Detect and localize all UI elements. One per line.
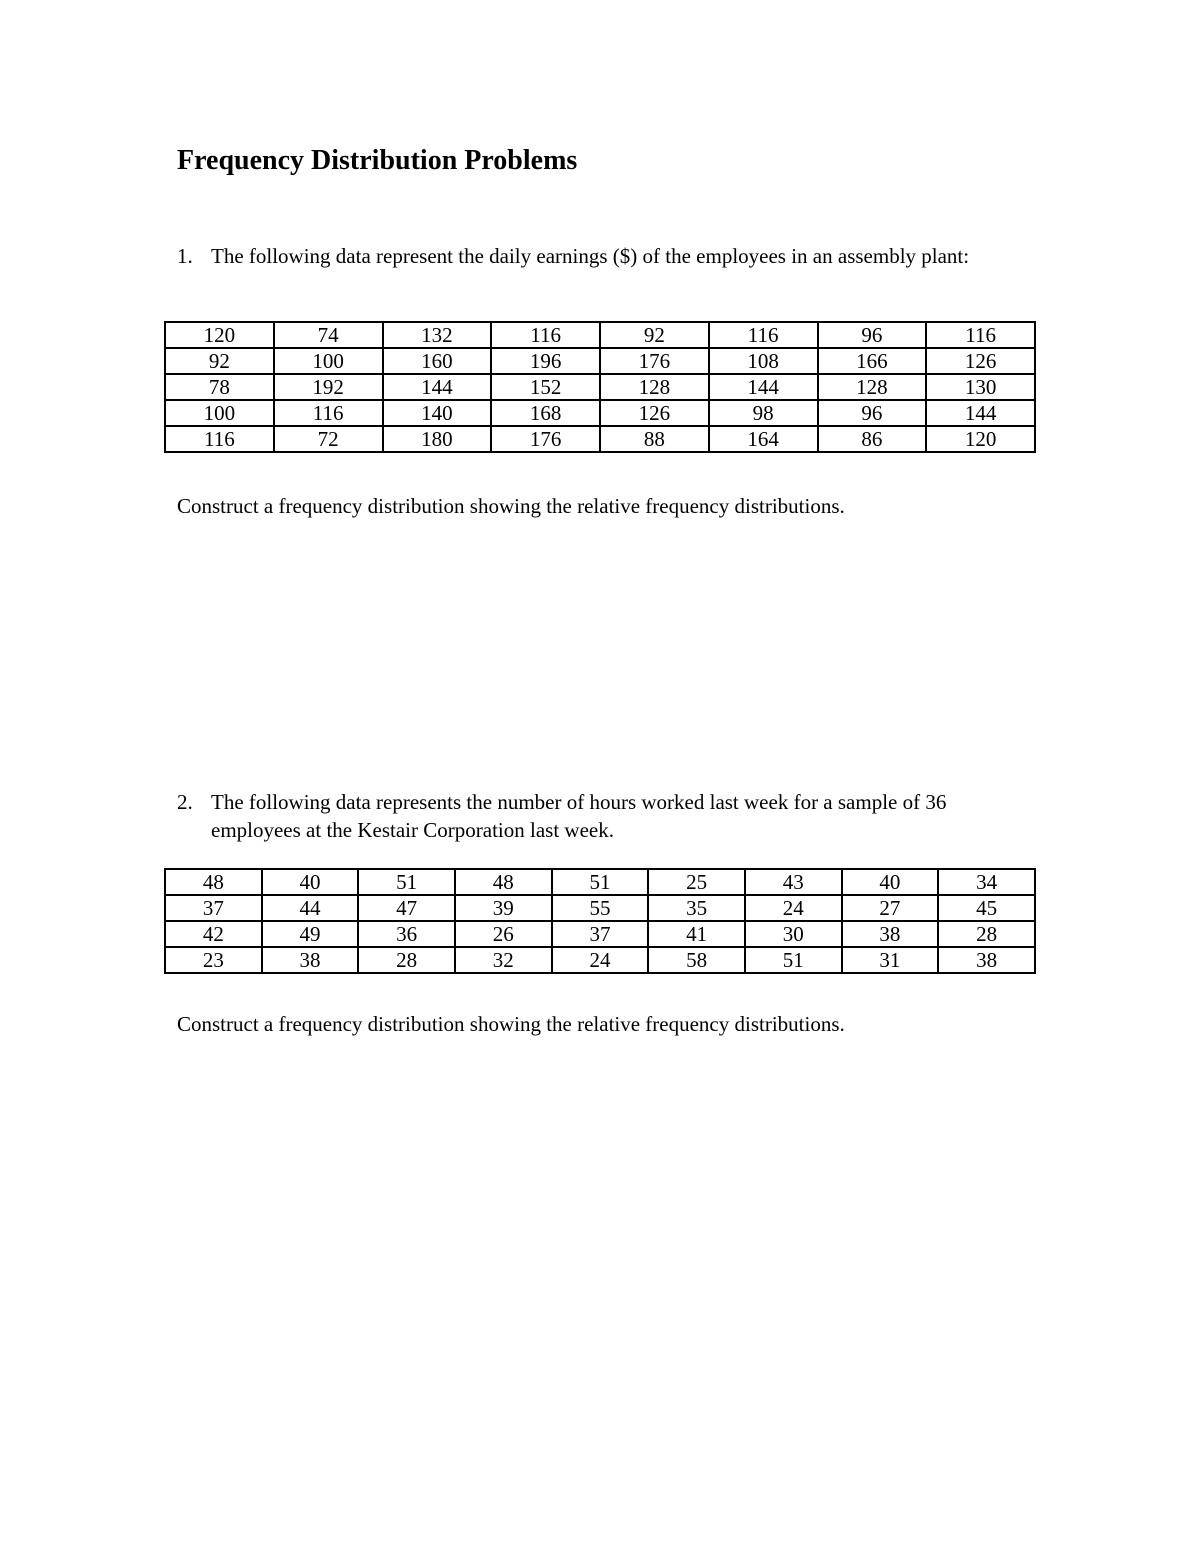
problem-2-instruction: Construct a frequency distribution showing the relative frequency distributions. xyxy=(177,1012,845,1036)
problem-2 xyxy=(177,788,1037,844)
table-cell: 192 xyxy=(274,374,383,400)
table-cell: 176 xyxy=(491,426,600,452)
table-row xyxy=(165,400,1035,426)
table-cell: 48 xyxy=(165,869,262,895)
table-cell: 152 xyxy=(491,374,600,400)
table-cell: 35 xyxy=(648,895,745,921)
table-cell: 28 xyxy=(358,947,455,973)
table-cell: 196 xyxy=(491,348,600,374)
table-cell: 40 xyxy=(842,869,939,895)
table-cell: 100 xyxy=(274,348,383,374)
table-cell: 37 xyxy=(552,921,649,947)
table-cell: 51 xyxy=(552,869,649,895)
table-cell: 39 xyxy=(455,895,552,921)
table-cell: 72 xyxy=(274,426,383,452)
table-cell: 116 xyxy=(709,322,818,348)
page-title: Frequency Distribution Problems xyxy=(177,145,578,176)
table-cell: 37 xyxy=(165,895,262,921)
table-cell: 98 xyxy=(709,400,818,426)
table-cell: 51 xyxy=(745,947,842,973)
table-cell: 42 xyxy=(165,921,262,947)
hours-data-table-body xyxy=(165,869,1035,973)
table-cell: 38 xyxy=(938,947,1035,973)
table-cell: 92 xyxy=(165,348,274,374)
table-cell: 41 xyxy=(648,921,745,947)
table-cell: 28 xyxy=(938,921,1035,947)
table-cell: 44 xyxy=(262,895,359,921)
table-cell: 128 xyxy=(600,374,709,400)
table-cell: 36 xyxy=(358,921,455,947)
table-cell: 38 xyxy=(842,921,939,947)
problem-2-text: The following data represents the number of hours worked last week for a sample of 36 employees at the Kestair Corporation last week. xyxy=(211,790,947,842)
table-cell: 38 xyxy=(262,947,359,973)
table-cell: 47 xyxy=(358,895,455,921)
table-cell: 24 xyxy=(745,895,842,921)
table-cell: 74 xyxy=(274,322,383,348)
table-cell: 55 xyxy=(552,895,649,921)
table-cell: 108 xyxy=(709,348,818,374)
table-cell: 40 xyxy=(262,869,359,895)
table-cell: 49 xyxy=(262,921,359,947)
table-cell: 78 xyxy=(165,374,274,400)
table-row xyxy=(165,426,1035,452)
table-cell: 34 xyxy=(938,869,1035,895)
table-cell: 58 xyxy=(648,947,745,973)
table-cell: 126 xyxy=(600,400,709,426)
earnings-data-table-body xyxy=(165,322,1035,452)
table-cell: 30 xyxy=(745,921,842,947)
table-row xyxy=(165,374,1035,400)
earnings-data-table xyxy=(164,321,1036,453)
table-cell: 88 xyxy=(600,426,709,452)
problem-1-number: 1. xyxy=(177,244,193,268)
table-cell: 160 xyxy=(383,348,492,374)
table-row xyxy=(165,921,1035,947)
table-cell: 96 xyxy=(818,400,927,426)
table-cell: 116 xyxy=(274,400,383,426)
table-cell: 100 xyxy=(165,400,274,426)
table-row xyxy=(165,869,1035,895)
table-row xyxy=(165,348,1035,374)
table-cell: 144 xyxy=(709,374,818,400)
table-cell: 116 xyxy=(491,322,600,348)
table-cell: 43 xyxy=(745,869,842,895)
table-cell: 96 xyxy=(818,322,927,348)
table-cell: 45 xyxy=(938,895,1035,921)
table-cell: 31 xyxy=(842,947,939,973)
table-cell: 120 xyxy=(926,426,1035,452)
table-cell: 51 xyxy=(358,869,455,895)
table-cell: 132 xyxy=(383,322,492,348)
table-row xyxy=(165,322,1035,348)
table-cell: 116 xyxy=(926,322,1035,348)
table-cell: 144 xyxy=(383,374,492,400)
table-cell: 48 xyxy=(455,869,552,895)
table-cell: 144 xyxy=(926,400,1035,426)
table-cell: 120 xyxy=(165,322,274,348)
problem-1 xyxy=(177,242,1037,270)
table-row xyxy=(165,947,1035,973)
table-cell: 32 xyxy=(455,947,552,973)
table-cell: 26 xyxy=(455,921,552,947)
table-cell: 168 xyxy=(491,400,600,426)
table-cell: 24 xyxy=(552,947,649,973)
table-cell: 176 xyxy=(600,348,709,374)
table-cell: 126 xyxy=(926,348,1035,374)
problem-1-instruction: Construct a frequency distribution showing the relative frequency distributions. xyxy=(177,494,845,518)
table-cell: 23 xyxy=(165,947,262,973)
table-cell: 92 xyxy=(600,322,709,348)
problem-1-text: The following data represent the daily earnings ($) of the employees in an assembly plant: xyxy=(211,244,970,268)
table-row xyxy=(165,895,1035,921)
table-cell: 140 xyxy=(383,400,492,426)
table-cell: 86 xyxy=(818,426,927,452)
table-cell: 116 xyxy=(165,426,274,452)
table-cell: 164 xyxy=(709,426,818,452)
table-cell: 166 xyxy=(818,348,927,374)
table-cell: 130 xyxy=(926,374,1035,400)
table-cell: 128 xyxy=(818,374,927,400)
problem-2-number: 2. xyxy=(177,790,193,814)
table-cell: 25 xyxy=(648,869,745,895)
table-cell: 180 xyxy=(383,426,492,452)
hours-data-table xyxy=(164,868,1036,974)
table-cell: 27 xyxy=(842,895,939,921)
